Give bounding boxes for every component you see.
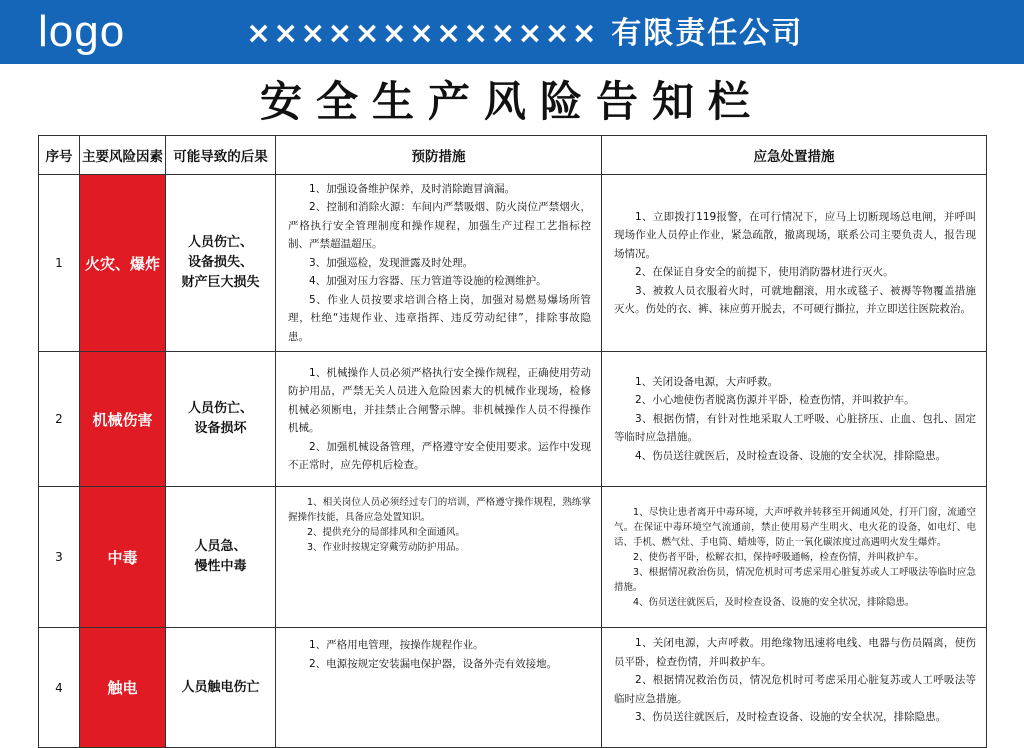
consequence-line: 人员急、 — [194, 539, 247, 554]
consequence — [166, 487, 276, 628]
header-bar — [0, 0, 1024, 64]
emergency-item: 3、伤员送往就医后，及时检查设备、设施的安全状况，排除隐患。 — [635, 711, 947, 723]
prevention-item: 1、严格用电管理，按操作规程作业。 — [309, 639, 484, 651]
col-header-factor: 主要风险因素 — [80, 136, 166, 175]
consequence-line: 设备损坏 — [194, 421, 247, 436]
risk-factor: 中毒 — [80, 487, 166, 628]
table-row — [39, 628, 987, 748]
risk-factor: 火灾、爆炸 — [80, 175, 166, 352]
emergency-item: 3、根据情况救治伤员，情况危机时可考虑采用心脏复苏或人工呼吸法等临时应急措施。 — [614, 566, 976, 593]
consequence-line: 财产巨大损失 — [181, 275, 260, 290]
prevention-item: 4、加强对压力容器、压力管道等设施的检测维护。 — [309, 275, 547, 288]
row-number: 4 — [39, 628, 80, 748]
risk-table — [38, 135, 987, 748]
emergency-cell — [602, 487, 987, 628]
emergency-item: 3、根据伤情，有针对性地采取人工呼吸、心脏挤压、止血、包扎、固定等临时应急措施。 — [614, 412, 976, 444]
emergency-item: 4、伤员送往就医后，及时检查设备、设施的安全状况，排除隐患。 — [635, 449, 947, 462]
prevention-item: 1、相关岗位人员必须经过专门的培训，严格遵守操作规程，熟练掌握操作技能，具备应急处置知识。 — [288, 497, 591, 523]
emergency-item: 2、根据情况救治伤员，情况危机时可考虑采用心脏复苏或人工呼吸法等临时应急措施。 — [614, 674, 976, 705]
emergency-item: 4、伤员送往就医后，及时检查设备、设施的安全状况，排除隐患。 — [633, 596, 915, 608]
logo: logo — [38, 7, 126, 56]
emergency-item: 2、在保证自身安全的前提下，使用消防器材进行灭火。 — [635, 266, 894, 278]
col-header-consequence: 可能导致的后果 — [166, 136, 276, 175]
prevention-item: 5、作业人员按要求培训合格上岗，加强对易燃易爆场所管理，杜绝“违规作业、违章指挥、违反劳动纪律”，排除事故隐患。 — [288, 293, 591, 343]
risk-factor: 机械伤害 — [80, 352, 166, 487]
consequence-line: 慢性中毒 — [194, 559, 247, 574]
table-header-row — [39, 136, 987, 175]
emergency-item: 1、关闭电源，大声呼救。用绝缘物迅速将电线、电器与伤员隔离，使伤员平卧，检查伤情，并叫救护车。 — [614, 637, 976, 668]
prevention-item: 2、提供充分的局部排风和全面通风。 — [307, 527, 466, 538]
consequence — [166, 352, 276, 487]
col-header-prevention: 预防措施 — [276, 136, 602, 175]
emergency-item: 2、使伤者平卧，松解衣扣，保持呼吸通畅，检查伤情，并叫救护车。 — [633, 551, 925, 563]
consequence-line: 设备损失、 — [187, 255, 253, 270]
table-row — [39, 487, 987, 628]
consequence — [166, 175, 276, 352]
table-row — [39, 352, 987, 487]
prevention-item: 2、加强机械设备管理，严格遵守安全使用要求。运作中发现不正常时，应先停机后检查。 — [288, 440, 591, 471]
prevention-item: 1、机械操作人员必须严格执行安全操作规程，正确使用劳动防护用品，严禁无关人员进入危险因素大的机械作业现场，检修机械必须断电，并挂禁止合闸警示牌。非机械操作人员不得操作机械。 — [288, 366, 591, 434]
prevention-cell — [276, 628, 602, 748]
risk-factor: 触电 — [80, 628, 166, 748]
table-row — [39, 175, 987, 352]
prevention-cell — [276, 175, 602, 352]
row-number: 1 — [39, 175, 80, 352]
page-title: 安全生产风险告知栏 — [259, 77, 764, 126]
consequence-line: 人员伤亡、 — [187, 401, 253, 416]
prevention-item: 1、加强设备维护保养，及时消除跑冒滴漏。 — [309, 182, 516, 195]
prevention-item: 2、控制和消除火源：车间内严禁吸烟、防火岗位严禁烟火，严格执行安全管理制度和操作规程，加强生产过程工艺指标控制、严禁超温超压。 — [288, 201, 591, 251]
consequence-line: 人员伤亡、 — [187, 235, 253, 250]
emergency-item: 1、立即拨打119报警，在可行情况下，应马上切断现场总电闸，并呼叫现场作业人员停止作业，紧急疏散，撤离现场，联系公司主要负责人，报告现场情况。 — [614, 210, 976, 260]
prevention-item: 3、加强巡检，发现泄露及时处理。 — [309, 256, 474, 269]
emergency-cell — [602, 352, 987, 487]
row-number: 2 — [39, 352, 80, 487]
prevention-item: 3、作业时按规定穿戴劳动防护用品。 — [307, 542, 466, 553]
company-name: ××××××××××××× 有限责任公司 — [246, 16, 804, 51]
emergency-item: 2、小心地使伤者脱离伤源并平卧，检查伤情，并叫救护车。 — [635, 394, 915, 407]
consequence — [166, 628, 276, 748]
emergency-item: 1、尽快让患者离开中毒环境，大声呼救并转移至开阔通风处，打开门窗，流通空气。在保证中毒环境空气流通前，禁止使用易产生明火、电火花的设备，如电灯、电话、手机、燃气灶、手电筒、蜡烛等，防止一氧化碳浓度过高遇明火发生爆炸。 — [614, 506, 976, 548]
row-number: 3 — [39, 487, 80, 628]
prevention-cell — [276, 352, 602, 487]
emergency-cell — [602, 175, 987, 352]
emergency-cell — [602, 628, 987, 748]
emergency-item: 3、被救人员衣服着火时，可就地翻滚，用水或毯子、被褥等物覆盖措施灭火。伤处的衣、裤、袜应剪开脱去，不可硬行撕拉，并立即送往医院救治。 — [614, 284, 976, 315]
emergency-item: 1、关闭设备电源，大声呼救。 — [635, 375, 779, 388]
consequence-line: 人员触电伤亡 — [181, 679, 260, 695]
prevention-item: 2、电源按规定安装漏电保护器，设备外壳有效接地。 — [309, 657, 558, 670]
col-header-emergency: 应急处置措施 — [602, 136, 987, 175]
col-header-no: 序号 — [39, 136, 80, 175]
prevention-cell — [276, 487, 602, 628]
